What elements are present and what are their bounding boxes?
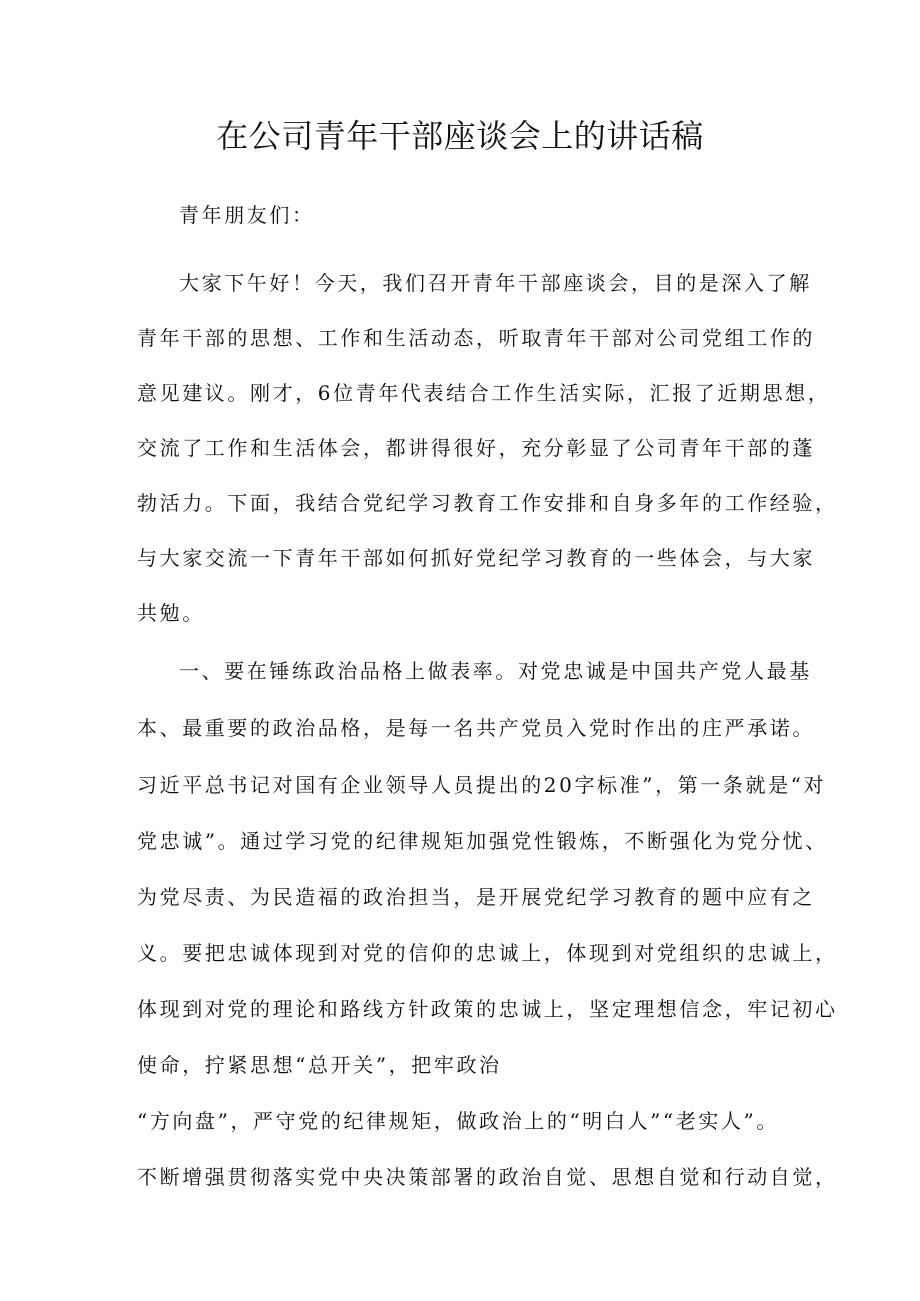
body-line: 勃活力。下面，我结合党纪学习教育工作安排和自身多年的工作经验， xyxy=(137,491,838,515)
body-line: 青年干部的思想、工作和生活动态，听取青年干部对公司党组工作的 xyxy=(137,326,815,350)
body-line: 不断增强贯彻落实党中央决策部署的政治自觉、思想自觉和行动自觉， xyxy=(137,1165,838,1189)
body-line: 党忠诚”。通过学习党的纪律规矩加强党性锻炼，不断强化为党分忧、 xyxy=(137,829,828,853)
greeting: 青年朋友们： xyxy=(179,203,315,227)
body-line: 交流了工作和生活体会，都讲得很好，充分彰显了公司青年干部的蓬 xyxy=(137,436,815,460)
body-line: 一、要在锤练政治品格上做表率。对党忠诚是中国共产党人最基 xyxy=(179,659,812,683)
body-line: 使命，拧紧思想“总开关”，把牢政治 xyxy=(137,1053,502,1077)
body-line: 意见建议。刚才，6位青年代表结合工作生活实际，汇报了近期思想， xyxy=(137,381,831,405)
body-line: “方向盘”，严守党的纪律规矩，做政治上的“明白人”“老实人”。 xyxy=(137,1109,779,1133)
body-line: 习近平总书记对国有企业领导人员提出的20字标准”，第一条就是“对 xyxy=(137,773,827,797)
body-line: 体现到对党的理论和路线方针政策的忠诚上，坚定理想信念，牢记初心 xyxy=(137,997,838,1021)
body-line: 为党尽责、为民造福的政治担当，是开展党纪学习教育的题中应有之 xyxy=(137,885,815,909)
body-line: 共勉。 xyxy=(137,601,205,625)
body-line: 与大家交流一下青年干部如何抓好党纪学习教育的一些体会，与大家 xyxy=(137,546,815,570)
page-title: 在公司青年干部座谈会上的讲话稿 xyxy=(216,117,704,155)
body-line: 义。要把忠诚体现到对党的信仰的忠诚上，体现到对党组织的忠诚上， xyxy=(137,941,838,965)
body-line: 大家下午好！今天，我们召开青年干部座谈会，目的是深入了解 xyxy=(179,271,812,295)
body-line: 本、最重要的政治品格，是每一名共产党员入党时作出的庄严承诺。 xyxy=(137,716,815,740)
